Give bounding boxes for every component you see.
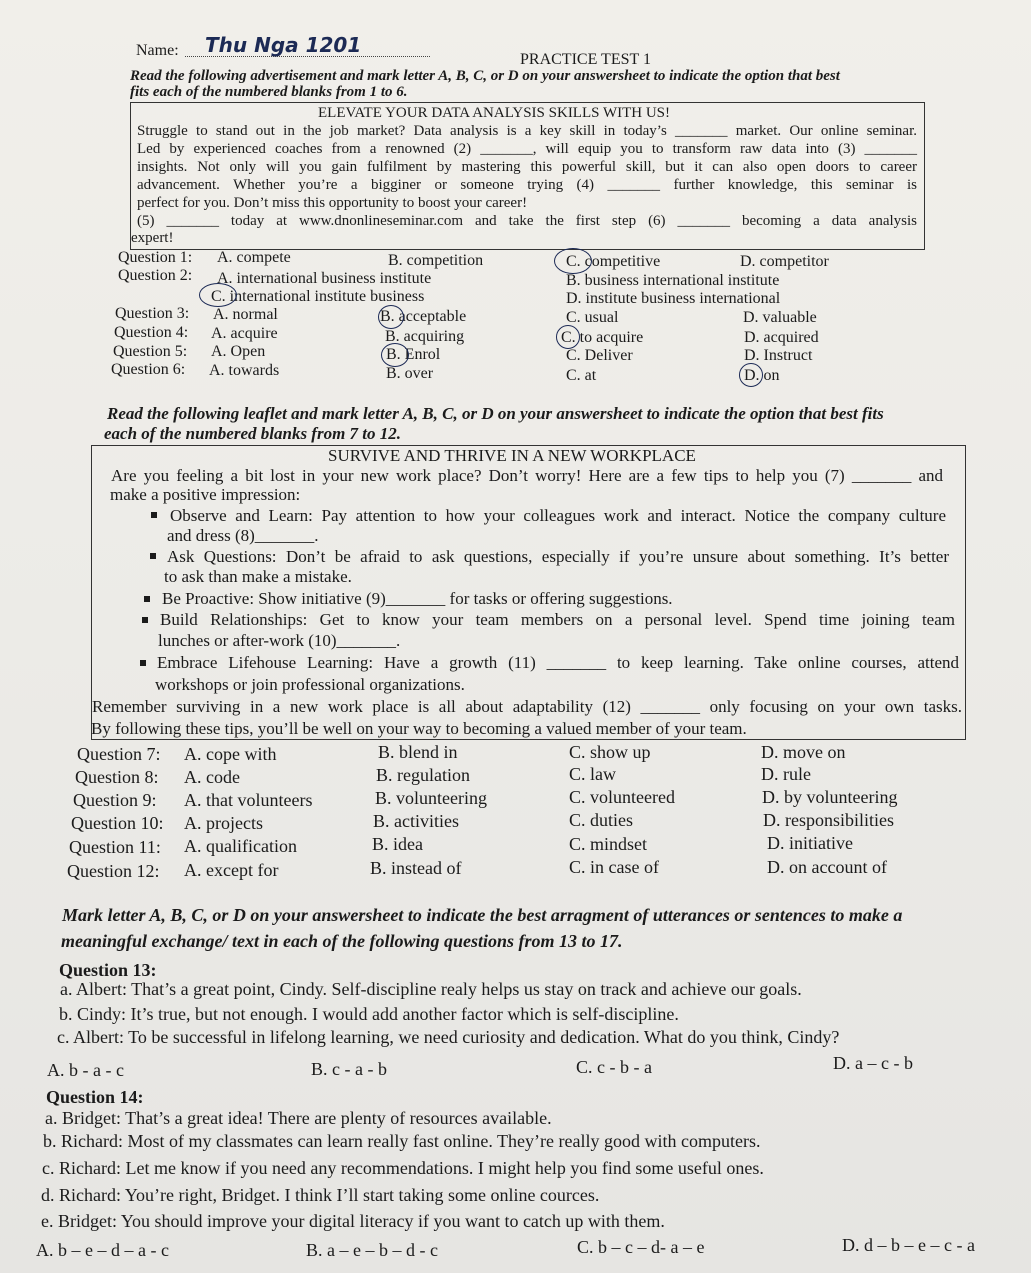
option-a[interactable]: A. compete [217, 249, 291, 266]
option-c[interactable]: C. international institute business [211, 288, 425, 305]
name-label: Name: [136, 42, 179, 59]
question-label: Question 8: [75, 767, 159, 787]
option-a[interactable]: A. international business institute [217, 270, 432, 287]
tip-line: workshops or join professional organizations. [155, 675, 465, 694]
option-a[interactable]: A. code [184, 767, 240, 787]
option-c[interactable]: C. at [566, 367, 597, 384]
leaflet-closing: Remember surviving in a new work place is all about adaptability (12) _______ only focusing on your own tasks. [92, 697, 962, 716]
section3-instruction: Mark letter A, B, C, or D on your answersheet to indicate the best arragment of utterances or sentences to make a [62, 905, 903, 925]
option-a[interactable]: A. cope with [184, 744, 277, 764]
option-a[interactable]: A. b – e – d – a - c [36, 1240, 169, 1260]
option-a[interactable]: A. qualification [184, 836, 297, 856]
option-c[interactable]: C. competitive [566, 253, 661, 270]
ad-line: perfect for you. Don’t miss this opportunity to boost your career! [137, 195, 528, 211]
option-b[interactable]: B. competition [388, 252, 484, 269]
question-13-label: Question 13: [59, 960, 157, 980]
option-b[interactable]: B. business international institute [566, 272, 780, 289]
option-a[interactable]: A. towards [209, 362, 280, 379]
utterance-line: a. Albert: That’s a great point, Cindy. Self-discipline realy helps us stay on track and achieve our goals. [60, 979, 802, 999]
option-b[interactable]: B. instead of [370, 858, 462, 878]
utterance-line: c. Albert: To be successful in lifelong learning, we need curiosity and dedication. What do you think, Cindy? [57, 1027, 840, 1047]
option-b[interactable]: B. regulation [376, 765, 470, 785]
option-a[interactable]: A. projects [184, 813, 263, 833]
section2-instruction: Read the following leaflet and mark letter A, B, C, or D on your answersheet to indicate the option that best fits [107, 404, 884, 423]
option-c[interactable]: C. volunteered [569, 787, 675, 807]
bullet-marker [140, 660, 146, 666]
question-label: Question 5: [113, 343, 188, 360]
option-c[interactable]: C. mindset [569, 834, 648, 854]
leaflet-intro-2: make a positive impression: [110, 485, 301, 504]
answer-circle-q2 [199, 283, 237, 307]
tip-line: Be Proactive: Show initiative (9)_______ for tasks or offering suggestions. [162, 589, 673, 608]
option-b[interactable]: B. c - a - b [311, 1059, 387, 1079]
section3-instruction-2: meaningful exchange/ text in each of the following questions from 13 to 17. [61, 931, 623, 951]
option-d[interactable]: D. rule [761, 764, 811, 784]
option-c[interactable]: C. show up [569, 742, 651, 762]
option-d[interactable]: D. by volunteering [762, 787, 898, 807]
option-c[interactable]: C. to acquire [561, 329, 644, 346]
option-b[interactable]: B. Enrol [386, 346, 441, 363]
option-d[interactable]: D. acquired [744, 329, 819, 346]
utterance-line: b. Cindy: It’s true, but not enough. I would add another factor which is self-discipline. [59, 1004, 679, 1024]
utterance-line: e. Bridget: You should improve your digital literacy if you want to catch up with them. [41, 1211, 665, 1231]
tip-line: lunches or after-work (10)_______. [158, 631, 401, 650]
question-label: Question 2: [118, 267, 193, 284]
question-label: Question 11: [69, 837, 161, 857]
utterance-line: d. Richard: You’re right, Bridget. I think I’ll start taking some online cources. [41, 1185, 600, 1205]
utterance-line: c. Richard: Let me know if you need any recommendations. I might help you find some useful ones. [42, 1158, 764, 1178]
option-a[interactable]: A. except for [184, 860, 279, 880]
option-c[interactable]: C. usual [566, 309, 619, 326]
ad-line: (5) _______ today at www.dnonlineseminar.com and take the first step (6) _______ becoming a data analysis [137, 213, 917, 229]
question-label: Question 7: [77, 744, 161, 764]
option-d[interactable]: D. competitor [740, 253, 829, 270]
tip-line: Build Relationships: Get to know your team members on a personal level. Spend time joining team [160, 610, 955, 629]
section1-instruction: Read the following advertisement and mark letter A, B, C, or D on your answersheet to indicate the option that best [130, 68, 840, 84]
option-a[interactable]: A. that volunteers [184, 790, 313, 810]
answer-circle-q1 [554, 248, 592, 274]
option-c[interactable]: C. Deliver [566, 347, 633, 364]
ad-line: expert! [131, 230, 174, 246]
option-d[interactable]: D. initiative [767, 833, 853, 853]
option-b[interactable]: B. acquiring [385, 328, 465, 345]
tip-line: and dress (8)_______. [167, 526, 319, 545]
option-d[interactable]: D. move on [761, 742, 846, 762]
option-d[interactable]: D. valuable [743, 309, 817, 326]
question-14-label: Question 14: [46, 1087, 144, 1107]
option-a[interactable]: A. Open [211, 343, 266, 360]
leaflet-closing-2: By following these tips, you’ll be well on your way to becoming a valued member of your team. [91, 719, 747, 738]
section1-instruction-2: fits each of the numbered blanks from 1 to 6. [130, 84, 408, 100]
leaflet-intro: Are you feeling a bit lost in your new work place? Don’t worry! Here are a few tips to help you (7) _______ and [111, 466, 943, 485]
tip-line: Ask Questions: Don’t be afraid to ask questions, especially if you’re unsure about something. It’s better [167, 547, 949, 566]
section2-instruction-2: each of the numbered blanks from 7 to 12. [104, 424, 402, 443]
option-a[interactable]: A. acquire [211, 325, 278, 342]
tip-line: Observe and Learn: Pay attention to how your colleagues work and interact. Notice the company culture [170, 506, 946, 525]
option-a[interactable]: A. normal [213, 306, 278, 323]
option-d[interactable]: D. on [744, 367, 780, 384]
option-c[interactable]: C. in case of [569, 857, 659, 877]
question-label: Question 6: [111, 361, 186, 378]
utterance-line: a. Bridget: That’s a great idea! There are plenty of resources available. [45, 1108, 552, 1128]
option-b[interactable]: B. over [386, 365, 434, 382]
option-d[interactable]: D. responsibilities [763, 810, 894, 830]
option-c[interactable]: C. c - b - a [576, 1057, 652, 1077]
option-d[interactable]: D. d – b – e – c - a [842, 1235, 975, 1255]
bullet-marker [144, 596, 150, 602]
answer-circle-q4 [556, 325, 580, 349]
answer-circle-q3 [378, 305, 404, 329]
question-label: Question 1: [118, 249, 193, 266]
question-label: Question 9: [73, 790, 157, 810]
option-c[interactable]: C. duties [569, 810, 634, 830]
answer-circle-q6 [739, 363, 763, 387]
option-c[interactable]: C. b – c – d- a – e [577, 1237, 705, 1257]
option-c[interactable]: C. law [569, 764, 616, 784]
option-b[interactable]: B. a – e – b – d - c [306, 1240, 438, 1260]
tip-line: Embrace Lifehouse Learning: Have a growth (11) _______ to keep learning. Take online courses, attend [157, 653, 959, 672]
option-d[interactable]: D. on account of [767, 857, 887, 877]
question-label: Question 10: [71, 813, 164, 833]
bullet-marker [151, 512, 157, 518]
ad-line: advancement. Whether you’re a bigginer or someone trying (4) _______ further knowledge, this seminar is [137, 177, 917, 193]
page-title: PRACTICE TEST 1 [520, 51, 651, 68]
answer-circle-q5 [381, 343, 409, 367]
leaflet-title: SURVIVE AND THRIVE IN A NEW WORKPLACE [328, 446, 696, 465]
option-b[interactable]: B. acceptable [380, 308, 467, 325]
ad-line: insights. Not only will you gain fulfilment by mastering this powerful skill, but it can also open doors to career [137, 159, 917, 175]
utterance-line: b. Richard: Most of my classmates can learn really fast online. They’re really good with computers. [43, 1131, 761, 1151]
option-b[interactable]: B. blend in [378, 742, 458, 762]
option-b[interactable]: B. volunteering [375, 788, 487, 808]
question-label: Question 3: [115, 305, 190, 322]
option-d[interactable]: D. institute business international [566, 290, 781, 307]
bullet-marker [142, 617, 148, 623]
ad-line: Led by experienced coaches from a renowned (2) _______, will equip you to transform raw data into (3) _______ [137, 141, 917, 157]
bullet-marker [150, 553, 156, 559]
handwritten-name: Thu Nga 1201 [205, 33, 362, 57]
advertisement-title: ELEVATE YOUR DATA ANALYSIS SKILLS WITH US! [318, 105, 671, 121]
option-d[interactable]: D. a – c - b [833, 1053, 913, 1073]
ad-line: Struggle to stand out in the job market? Data analysis is a key skill in today’s _______ market. Our online seminar. [137, 123, 917, 139]
tip-line: to ask than make a mistake. [164, 567, 352, 586]
question-label: Question 12: [67, 861, 160, 881]
question-label: Question 4: [114, 324, 189, 341]
option-b[interactable]: B. activities [373, 811, 459, 831]
option-a[interactable]: A. b - a - c [47, 1060, 124, 1080]
option-b[interactable]: B. idea [372, 834, 423, 854]
option-d[interactable]: D. Instruct [744, 347, 813, 364]
